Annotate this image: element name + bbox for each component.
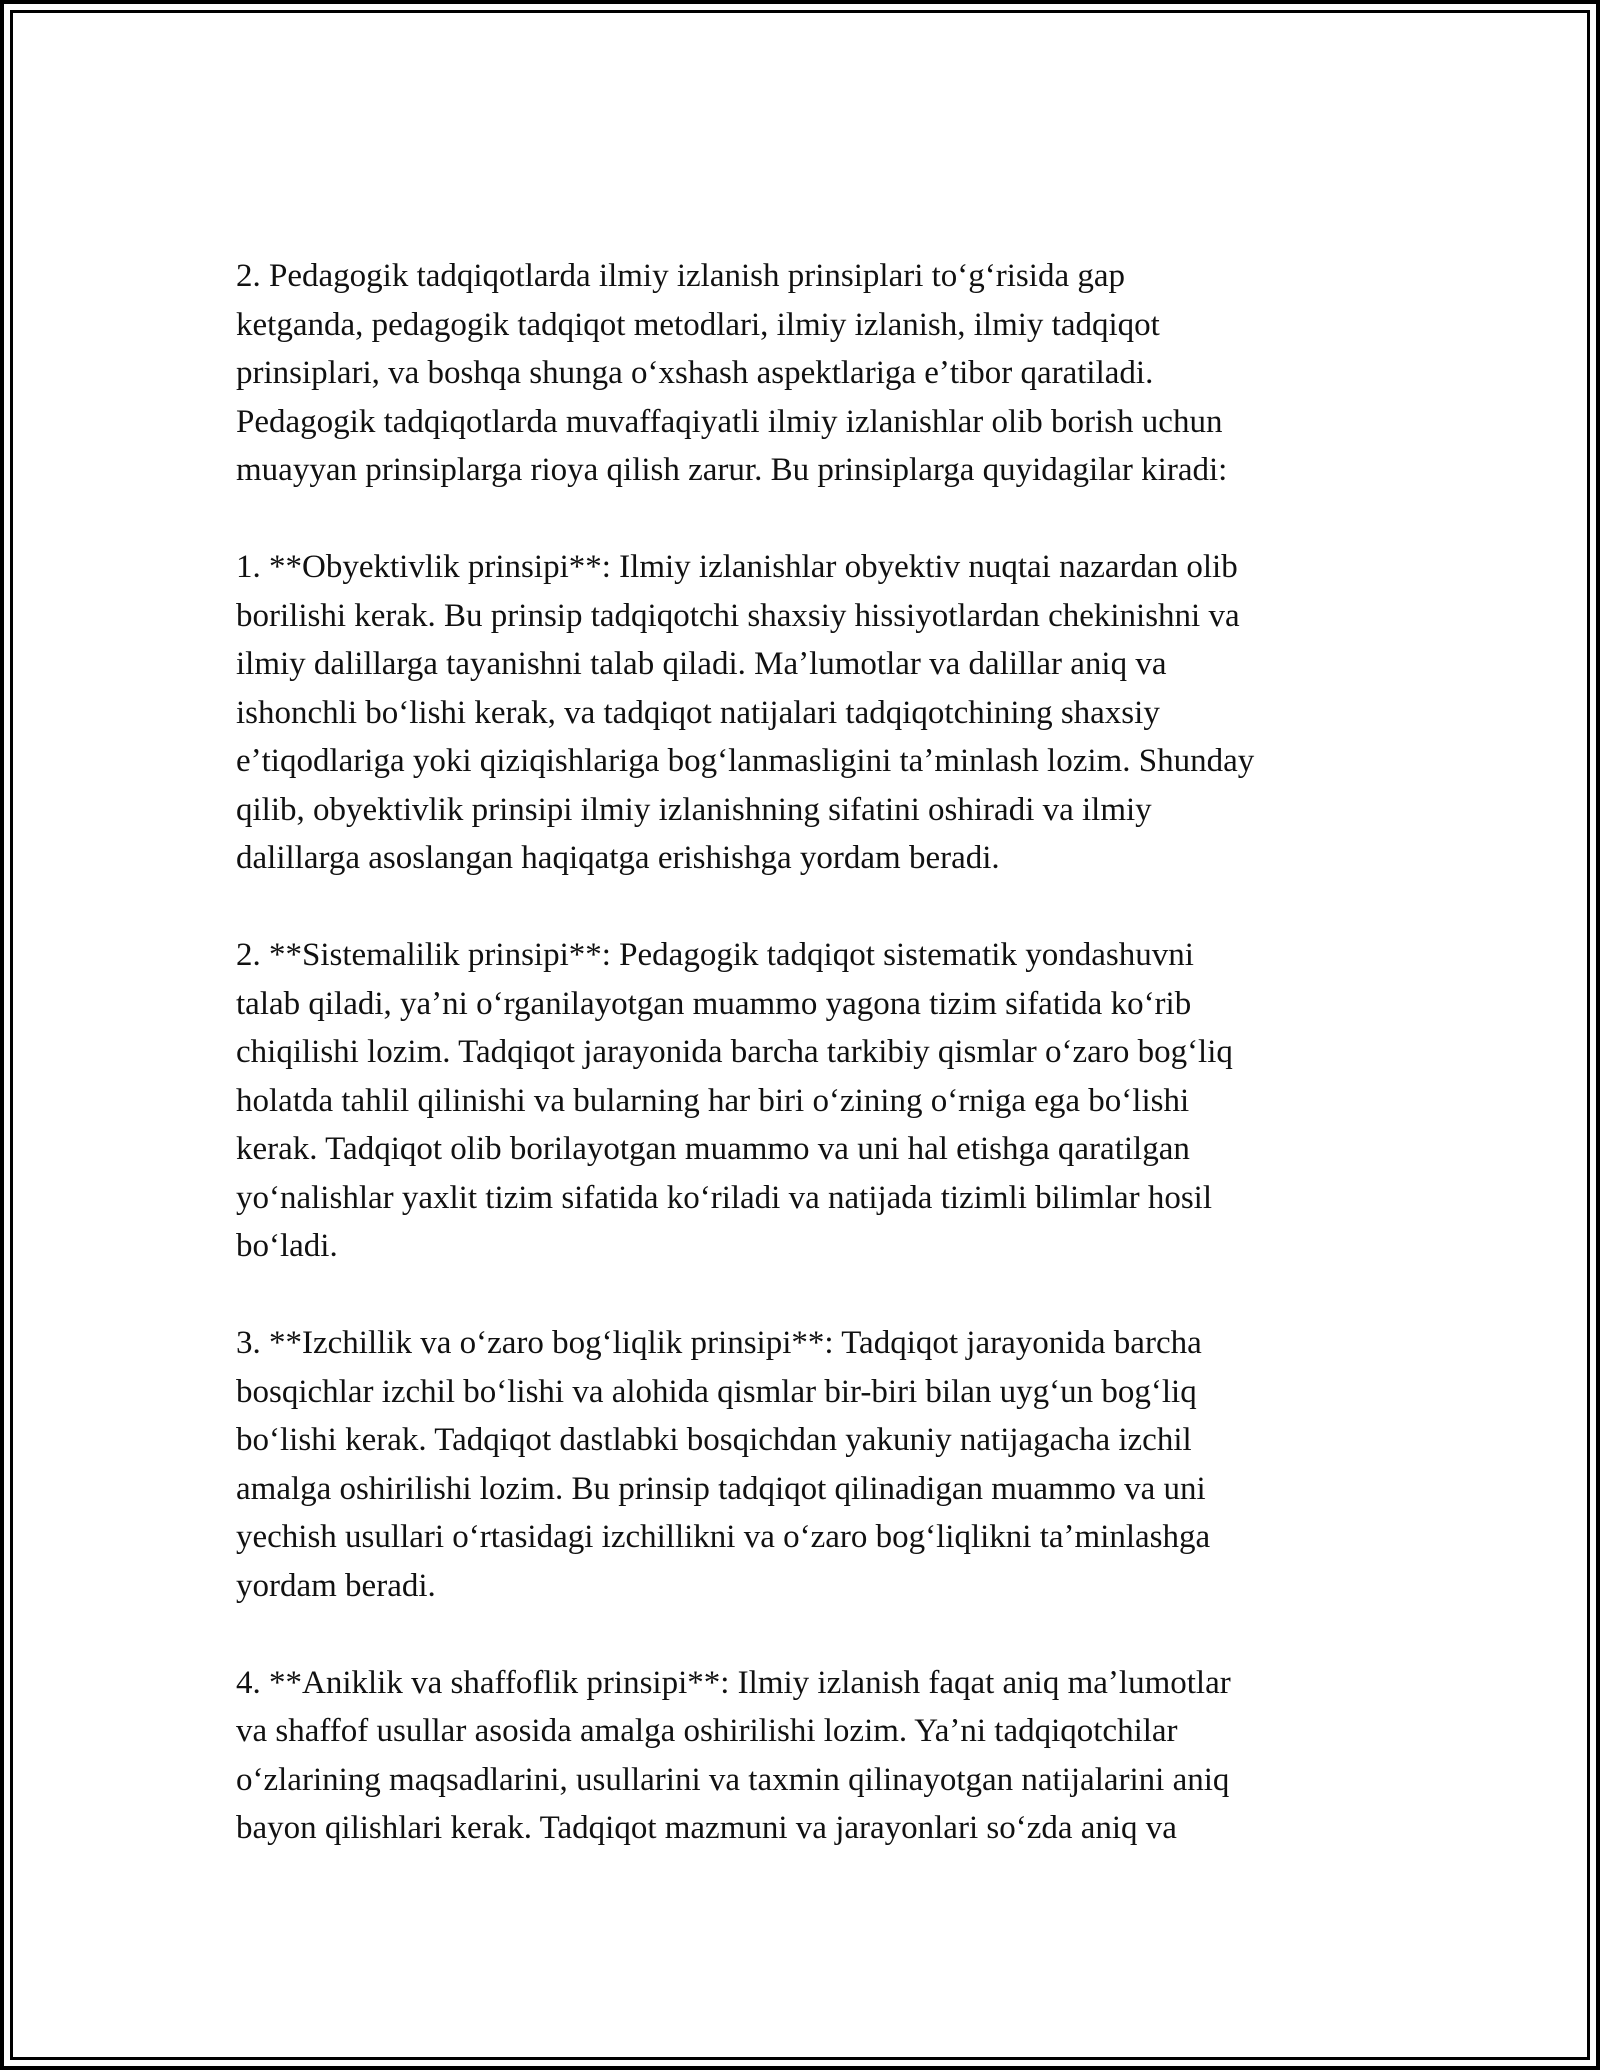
text-line: holatda tahlil qilinishi va bularning har biri oʻzining oʻrniga ega boʻlishi (236, 1082, 1190, 1119)
text-line: 3. **Izchillik va oʻzaro bogʻliqlik prinsipi**: Tadqiqot jarayonida barcha (236, 1325, 1202, 1361)
text-line: ketganda, pedagogik tadqiqot metodlari, ilmiy izlanish, ilmiy tadqiqot (236, 306, 1160, 343)
text-line: prinsiplari, va boshqa shunga oʻxshash aspektlariga eʼtibor qaratiladi. (236, 355, 1154, 391)
text-line: amalga oshirilishi lozim. Bu prinsip tadqiqot qilinadigan muammo va uni (236, 1470, 1206, 1507)
clarity-principle-paragraph (236, 1659, 1386, 1853)
text-line: yoʻnalishlar yaxlit tizim sifatida koʻriladi va natijada tizimli bilimlar hosil (236, 1179, 1213, 1216)
text-line: eʼtiqodlariga yoki qiziqishlariga bogʻlanmasligini taʼminlash lozim. Shunday (236, 743, 1255, 779)
text-line: talab qiladi, yaʼni oʻrganilayotgan muammo yagona tizim sifatida koʻrib (236, 985, 1192, 1022)
text-line: chiqilishi lozim. Tadqiqot jarayonida barcha tarkibiy qismlar oʻzaro bogʻliq (236, 1034, 1233, 1070)
systematicity-principle-paragraph (236, 931, 1386, 1271)
text-line: kerak. Tadqiqot olib borilayotgan muammo va uni hal etishga qaratilgan (236, 1131, 1190, 1167)
text-line: dalillarga asoslangan haqiqatga erishishga yordam beradi. (236, 840, 1000, 876)
objectivity-principle-paragraph (236, 543, 1386, 883)
text-line: Pedagogik tadqiqotlarda muvaffaqiyatli ilmiy izlanishlar olib borish uchun (236, 403, 1223, 440)
document-body (236, 252, 1386, 1853)
text-line: ilmiy dalillarga tayanishni talab qiladi. Maʼlumotlar va dalillar aniq va (236, 646, 1167, 682)
text-line: borilishi kerak. Bu prinsip tadqiqotchi shaxsiy hissiyotlardan chekinishni va (236, 597, 1240, 634)
text-line: va shaffof usullar asosida amalga oshirilishi lozim. Yaʼni tadqiqotchilar (236, 1713, 1178, 1749)
consistency-principle-paragraph (236, 1319, 1386, 1610)
text-line: muayyan prinsiplarga rioya qilish zarur. Bu prinsiplarga quyidagilar kiradi: (236, 452, 1228, 488)
text-line: ishonchli boʻlishi kerak, va tadqiqot natijalari tadqiqotchining shaxsiy (236, 694, 1160, 731)
text-line: boʻladi. (236, 1228, 338, 1264)
text-line: 4. **Aniklik va shaffoflik prinsipi**: Ilmiy izlanish faqat aniq maʼlumotlar (236, 1664, 1231, 1701)
text-line: 2. **Sistemalilik prinsipi**: Pedagogik tadqiqot sistematik yondashuvni (236, 937, 1194, 973)
text-line: 2. Pedagogik tadqiqotlarda ilmiy izlanish prinsiplari toʻgʻrisida gap (236, 258, 1125, 294)
text-line: yordam beradi. (236, 1567, 436, 1604)
text-line: qilib, obyektivlik prinsipi ilmiy izlanishning sifatini oshiradi va ilmiy (236, 791, 1152, 828)
text-line: yechish usullari oʻrtasidagi izchillikni va oʻzaro bogʻliqlikni taʼminlashga (236, 1519, 1211, 1555)
text-line: boʻlishi kerak. Tadqiqot dastlabki bosqichdan yakuniy natijagacha izchil (236, 1422, 1192, 1458)
text-line: oʻzlarining maqsadlarini, usullarini va taxmin qilinayotgan natijalarini aniq (236, 1761, 1230, 1798)
text-line: bayon qilishlari kerak. Tadqiqot mazmuni va jarayonlari soʻzda aniq va (236, 1810, 1177, 1846)
text-line: 1. **Obyektivlik prinsipi**: Ilmiy izlanishlar obyektiv nuqtai nazardan olib (236, 549, 1238, 585)
text-line: bosqichlar izchil boʻlishi va alohida qismlar bir-biri bilan uygʻun bogʻliq (236, 1373, 1197, 1410)
intro-paragraph (236, 252, 1386, 495)
